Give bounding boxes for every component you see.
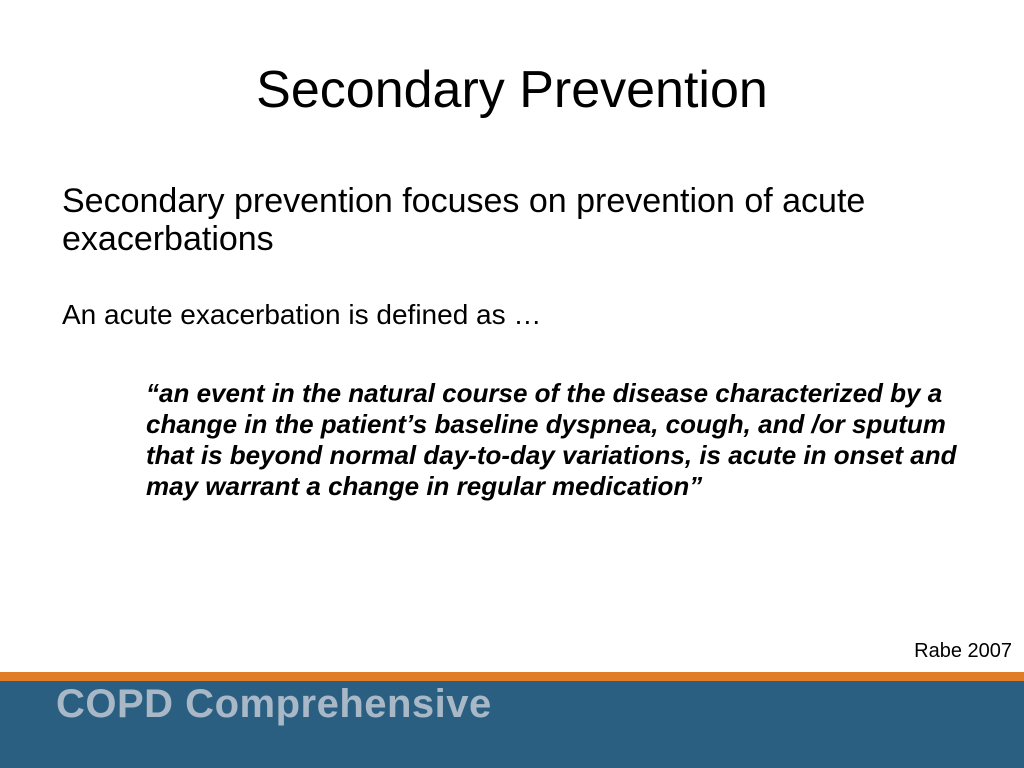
- slide-title: Secondary Prevention: [256, 61, 768, 119]
- definition-quote: “an event in the natural course of the disease characterized by a change in the patient’s baseline dyspnea, cough, and /or sputum that is beyond normal day-to-day variations, is acute in onset and may warrant a change in regular medication”: [146, 378, 957, 501]
- definition-lead: An acute exacerbation is defined as …: [62, 299, 542, 330]
- intro-text: Secondary prevention focuses on prevention of acute exacerbations: [62, 182, 866, 258]
- citation: Rabe 2007: [914, 640, 1012, 662]
- footer-brand-logo: COPD Comprehensive: [56, 682, 492, 726]
